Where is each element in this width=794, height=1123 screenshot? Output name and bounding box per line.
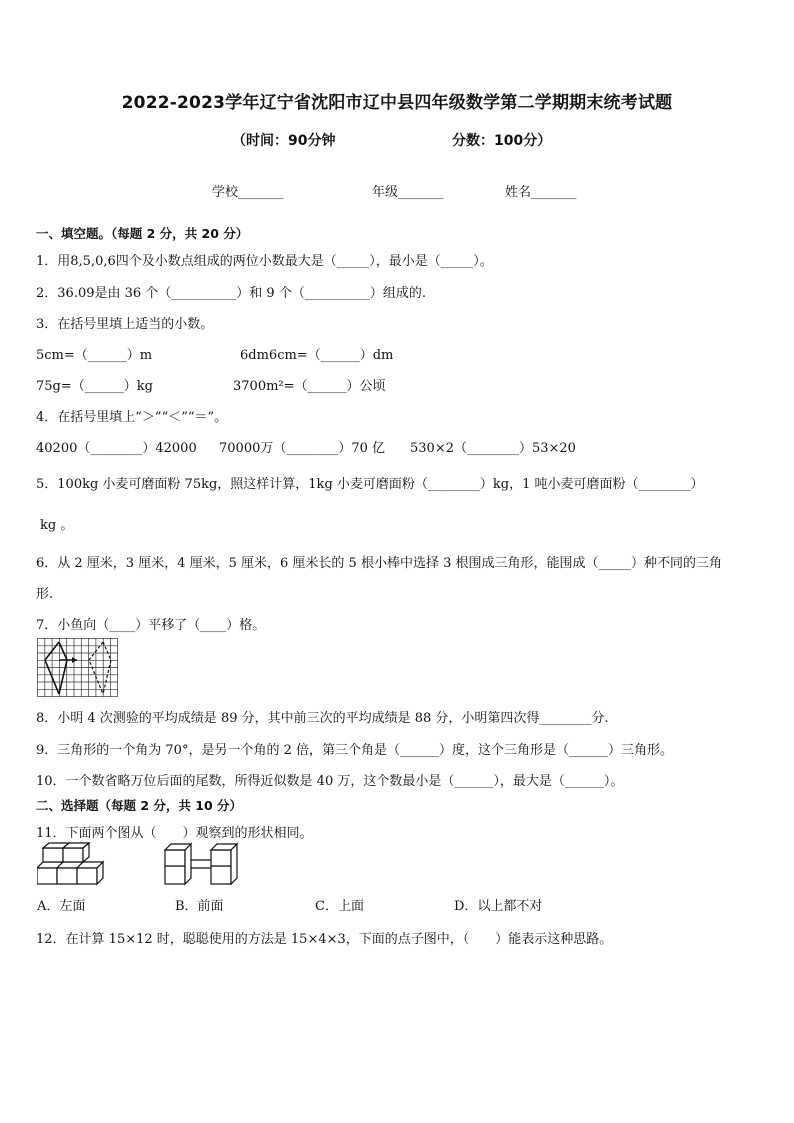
question-4: 4．在括号里填上“＞”“＜”“＝”。 <box>36 410 228 425</box>
question-3: 3．在括号里填上适当的小数。 <box>36 317 214 332</box>
question-9: 9．三角形的一个角为 70°，是另一个角的 2 倍，第三个角是（______）度，这个三角形是（______）三角形。 <box>36 743 673 758</box>
question-7: 7．小鱼向（____）平移了（____）格。 <box>36 618 266 633</box>
option-a: A．左面 <box>37 899 86 914</box>
section-fill-heading: 一、填空题。（每题 2 分，共 20 分） <box>36 226 249 241</box>
question-4b: 70000万（________）70 亿 <box>219 441 386 456</box>
school-field: 学校_______ <box>212 185 284 200</box>
question-3d: 3700m²=（______）公顷 <box>233 379 386 394</box>
question-3c: 75g=（______）kg <box>36 379 153 394</box>
option-b: B．前面 <box>175 899 224 914</box>
section-choice-heading: 二、选择题（每题 2 分，共 10 分） <box>36 798 243 813</box>
exam-score: 分数：100分） <box>452 133 552 149</box>
question-10: 10．一个数省略万位后面的尾数，所得近似数是 40 万，这个数最小是（______），最大是（______）。 <box>36 774 624 789</box>
option-d: D．以上都不对 <box>454 899 543 914</box>
question-3b: 6dm6cm=（______）dm <box>240 348 394 363</box>
page-title: 2022-2023学年辽宁省沈阳市辽中县四年级数学第二学期期末统考试题 <box>121 93 673 113</box>
cube-figure-2 <box>163 842 243 886</box>
question-6-cont: 形. <box>36 587 54 602</box>
exam-time: （时间：90分钟 <box>232 133 336 149</box>
question-8: 8．小明 4 次测验的平均成绩是 89 分，其中前三次的平均成绩是 88 分，小明第四次得________分. <box>36 711 609 726</box>
question-5-cont: kg 。 <box>40 518 74 533</box>
cube-figure-1 <box>37 842 105 886</box>
option-c: C．上面 <box>315 899 364 914</box>
question-3a: 5cm=（______）m <box>36 348 153 363</box>
name-field: 姓名_______ <box>505 185 577 200</box>
question-12: 12．在计算 15×12 时，聪聪使用的方法是 15×4×3，下面的点子图中，（ ）能表示这种思路。 <box>36 932 613 947</box>
question-4a: 40200（________）42000 <box>36 441 197 456</box>
question-1: 1．用8,5,0,6四个及小数点组成的两位小数最大是（_____），最小是（_____）。 <box>36 254 493 269</box>
grade-field: 年级_______ <box>372 185 444 200</box>
fish-grid-figure <box>37 638 119 698</box>
question-11: 11．下面两个图从（ ）观察到的形状相同。 <box>36 826 313 841</box>
question-4c: 530×2（________）53×20 <box>410 441 576 456</box>
question-5: 5．100kg 小麦可磨面粉 75kg，照这样计算，1kg 小麦可磨面粉（________）kg，1 吨小麦可磨面粉（________） <box>36 477 704 492</box>
question-2: 2．36.09是由 36 个（__________）和 9 个（__________）组成的. <box>36 286 426 301</box>
question-6: 6．从 2 厘米，3 厘米，4 厘米，5 厘米，6 厘米长的 5 根小棒中选择 3 根围成三角形，能围成（_____）种不同的三角 <box>36 556 722 571</box>
